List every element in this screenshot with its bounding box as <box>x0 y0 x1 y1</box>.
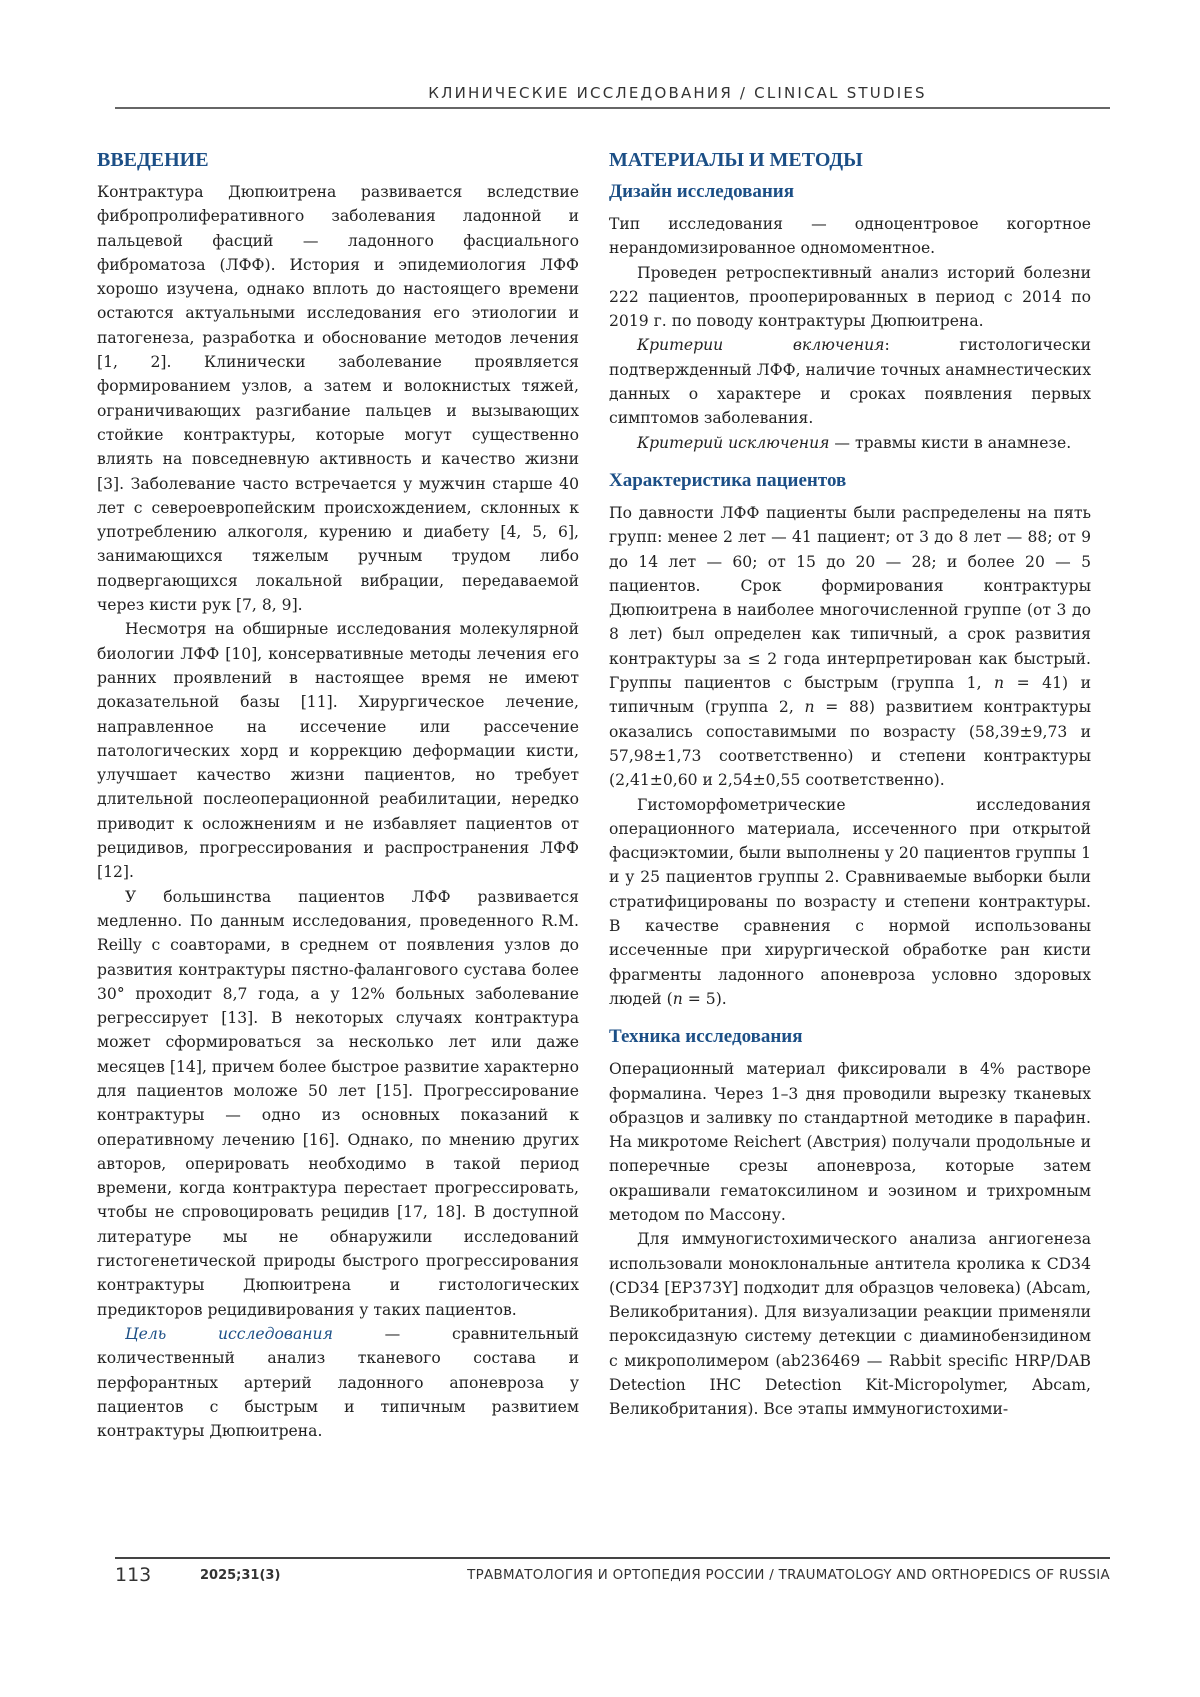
text-run: : гистологически подтвержденный ЛФФ, наличие точных анамнестических данных о характере и сроках появления первых симптомов заболевания. <box>609 336 1091 427</box>
text-run: Гистоморфометрические исследования операционного материала, иссеченного при открытой фасциэктомии, были выполнены у 20 пациентов группы 1 и у 25 пациентов группы 2. Сравниваемые выборки были стратифицированы по возрасту и степени контрактуры. В качестве сравнения с нормой использованы иссеченные при хирургической обработке ран кисти фрагменты ладонного апоневроза условно здоровых людей ( <box>609 796 1091 1008</box>
introduction-body <box>97 180 579 1443</box>
section-heading-introduction: ВВЕДЕНИЕ <box>97 148 579 172</box>
text-run: У большинства пациентов ЛФФ развивается медленно. По данным исследования, проведенного R.M. Reilly с соавторами, в среднем от появления узлов до развития контрактуры пястно-фалангового сустава более 30° проходит 8,7 года, а у 12% больных заболевание регрессирует [13]. В некоторых случаях контрактура может сформироваться за несколько лет или даже месяцев [14], причем более быстрое развитие характерно для пациентов моложе 50 лет [15]. Прогрессирование контрактуры — одно из основных показаний к оперативному лечению [16]. Однако, по мнению других авторов, оперировать необходимо в такой период времени, когда контрактура перестает прогрессировать, чтобы не спровоцировать рецидив [17, 18]. В доступной литературе мы не обнаружили исследований гистогенетической природы быстрого прогрессирования контрактуры Дюпюитрена и гистологических предикторов рецидивирования у таких пациентов. <box>97 888 579 1319</box>
paragraph <box>609 431 1091 455</box>
methods-body <box>609 180 1091 1422</box>
paragraph <box>97 180 579 617</box>
paragraph <box>97 1322 579 1443</box>
subsection-heading: Техника исследования <box>609 1025 1091 1049</box>
paragraph <box>609 333 1091 430</box>
header-rule <box>115 107 1110 109</box>
subsection-heading: Характеристика пациентов <box>609 469 1091 493</box>
text-run: = 88) развитием контрактуры оказались сопоставимыми по возрасту (58,39±9,73 и 57,98±1,73 соответственно) и степени контрактуры (2,41±0,60 и 2,54±0,55 соответственно). <box>609 698 1091 789</box>
italic-text: Критерии включения <box>637 336 884 354</box>
paragraph <box>609 793 1091 1012</box>
right-column <box>609 148 1091 1422</box>
paragraph <box>609 1057 1091 1227</box>
paragraph <box>609 1227 1091 1421</box>
subsection-heading: Дизайн исследования <box>609 180 1091 204</box>
text-run: Для иммуногистохимического анализа ангиогенеза использовали моноклональные антитела кролика к CD34 (CD34 [EP373Y] подходит для образцов человека) (Abcam, Великобритания). Для визуализации реакции применяли пероксидазную систему детекции с диаминобензидином с микрополимером (ab236469 — Rabbit specific HRP/DAB Detection IHC Detection Kit-Micropolymer, Abcam, Великобритания). Все этапы иммуногистохими- <box>609 1230 1091 1418</box>
journal-title: ТРАВМАТОЛОГИЯ И ОРТОПЕДИЯ РОССИИ / TRAUMATOLOGY AND ORTHOPEDICS OF RUSSIA <box>467 1568 1110 1583</box>
italic-text: n <box>994 674 1004 692</box>
text-run: Тип исследования — одноцентровое когортное нерандомизированное одномоментное. <box>609 215 1091 257</box>
italic-text: Критерий исключения <box>637 434 829 452</box>
text-run: = 41) и типичным (группа 2, <box>609 674 1091 716</box>
page-number: 113 <box>115 1564 151 1586</box>
text-run: Несмотря на обширные исследования молекулярной биологии ЛФФ [10], консервативные методы лечения его ранних проявлений в настоящее время не имеют доказательной базы [11]. Хирургическое лечение, направленное на иссечение или рассечение патологических хорд и коррекцию деформации кисти, улучшает качество жизни пациентов, но требует длительной послеоперационной реабилитации, нередко приводит к осложнениям и не избавляет пациентов от рецидивов, прогрессирования и распространения ЛФФ [12]. <box>97 620 579 881</box>
paragraph <box>609 261 1091 334</box>
section-heading-methods: МАТЕРИАЛЫ И МЕТОДЫ <box>609 148 1091 172</box>
italic-text: Цель исследования <box>125 1325 333 1343</box>
text-run: = 5). <box>683 990 727 1008</box>
footer-rule <box>115 1557 1110 1559</box>
paragraph <box>609 501 1091 793</box>
text-run: По давности ЛФФ пациенты были распределены на пять групп: менее 2 лет — 41 пациент; от 3 до 8 лет — 88; от 9 до 14 лет — 60; от 15 до 20 — 28; и более 20 — 5 пациентов. Срок формирования контрактуры Дюпюитрена в наиболее многочисленной группе (от 3 до 8 лет) был определен как типичный, а срок развития контрактуры за ≤ 2 года интерпретирован как быстрый. Группы пациентов с быстрым (группа 1, <box>609 504 1091 692</box>
italic-text: n <box>673 990 683 1008</box>
italic-text: n <box>805 698 815 716</box>
paragraph <box>609 212 1091 261</box>
left-column <box>97 148 579 1443</box>
text-run: — травмы кисти в анамнезе. <box>829 434 1071 452</box>
running-header: КЛИНИЧЕСКИЕ ИССЛЕДОВАНИЯ / CLINICAL STUDIES <box>115 84 1090 102</box>
text-run: — сравнительный количественный анализ тканевого состава и перфорантных артерий ладонного апоневроза у пациентов с быстрым и типичным развитием контрактуры Дюпюитрена. <box>97 1325 579 1440</box>
paragraph <box>97 617 579 884</box>
issue-info: 2025;31(3) <box>200 1568 280 1583</box>
text-run: Проведен ретроспективный анализ историй болезни 222 пациентов, прооперированных в период с 2014 по 2019 г. по поводу контрактуры Дюпюитрена. <box>609 264 1091 331</box>
text-run: Контрактура Дюпюитрена развивается вследствие фибропролиферативного заболевания ладонной и пальцевой фасций — ладонного фасциального фиброматоза (ЛФФ). История и эпидемиология ЛФФ хорошо изучена, однако вплоть до настоящего времени остаются актуальными исследования его этиологии и патогенеза, разработка и обоснование методов лечения [1, 2]. Клинически заболевание проявляется формированием узлов, а затем и волокнистых тяжей, ограничивающих разгибание пальцев и вызывающих стойкие контрактуры, которые могут существенно влиять на повседневную активность и качество жизни [3]. Заболевание часто встречается у мужчин старше 40 лет с североевропейским происхождением, склонных к употреблению алкоголя, курению и диабету [4, 5, 6], занимающихся тяжелым ручным трудом либо подвергающихся локальной вибрации, передаваемой через кисти рук [7, 8, 9]. <box>97 183 579 614</box>
text-run: Операционный материал фиксировали в 4% растворе формалина. Через 1–3 дня проводили вырезку тканевых образцов и заливку по стандартной методике в парафин. На микротоме Reichert (Австрия) получали продольные и поперечные срезы апоневроза, которые затем окрашивали гематоксилином и эозином и трихромным методом по Массону. <box>609 1060 1091 1224</box>
paragraph <box>97 885 579 1322</box>
